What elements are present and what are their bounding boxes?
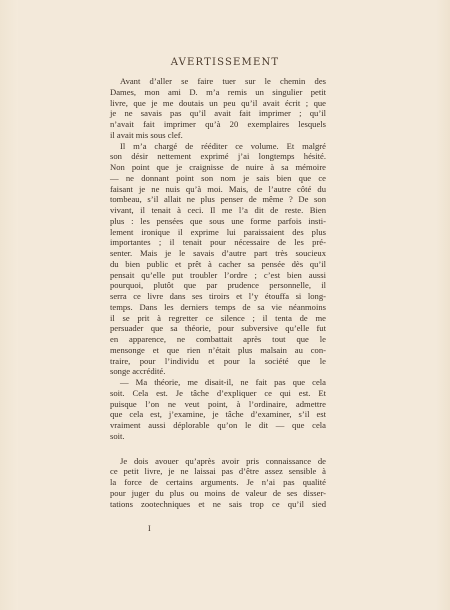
text-line: que cela est, j’examine, je tâche d’examiner, s’il est	[110, 409, 326, 420]
text-line: persuader que sa théorie, pour subversive qu’elle fut	[110, 323, 326, 334]
text-line: importantes ; il tenait pour nécessaire de les pré-	[110, 237, 326, 248]
page-left-edge	[0, 0, 18, 610]
text-line: en apparence, ne combattait après tout que le	[110, 334, 326, 344]
text-line: Il m’a chargé de rééditer ce volume. Et malgré	[120, 140, 326, 151]
body-text	[110, 76, 326, 509]
text-line: soit.	[110, 430, 125, 441]
text-line: il se prit à regretter ce silence ; il tenta de me	[110, 312, 326, 323]
text-line: je ne savais pas qu’il avait fait imprimer ; qu’il	[110, 108, 326, 119]
text-line: Non point que je craignisse de nuire à sa mémoire	[110, 162, 326, 172]
text-line: n’avait fait imprimer qu’à 20 exemplaires lesquels	[110, 119, 326, 129]
text-line: du bien public et prêt à cacher sa pensée dès qu’il	[110, 258, 326, 269]
text-line: la force de certains arguments. Je n’ai pas qualité	[110, 477, 326, 487]
text-line: Avant d’aller se faire tuer sur le chemin des	[120, 76, 326, 86]
text-line: pour juger du plus ou moins de valeur de ses disser-	[110, 487, 326, 498]
text-line: Je dois avouer qu’après avoir pris connaissance de	[120, 455, 326, 466]
text-line: pensait qu’elle put troubler l’ordre ; c’est bien aussi	[110, 269, 326, 280]
text-line: — ne donnant point son nom je sais bien que ce	[110, 172, 326, 183]
text-line: vraiment aussi déplorable qu’on le dit — que cela	[110, 420, 326, 430]
text-line: son désir nettement exprimé j’ai longtemps hésité.	[110, 151, 326, 162]
text-line: Dames, mon ami D. m’a remis un singulier petit	[110, 86, 326, 97]
text-line: puisque l’on ne veut point, à l’ordinaire, admettre	[110, 398, 326, 409]
text-line: traire, pour l’individu et pour la société que le	[110, 355, 326, 366]
text-line: plus : les pensées que sous une forme parfois insti-	[110, 215, 326, 226]
text-line: senter. Mais je le savais d’autre part très soucieux	[110, 248, 326, 258]
text-line: faisant je ne nuis qu’à moi. Mais, de l’autre côté du	[110, 183, 326, 194]
text-line: tombeau, s’il allait ne plus penser de même ? De son	[110, 194, 326, 205]
page-folio: I	[148, 524, 151, 533]
text-line: tations zootechniques et ne sais trop ce qu’il sied	[110, 498, 326, 509]
text-line: vivant, il tenait à ceci. Il me l’a dit de reste. Bien	[110, 205, 326, 215]
text-line: songe accrédité.	[110, 366, 166, 377]
text-line: lement ironique il exprime lui paraissaient des plus	[110, 226, 326, 237]
text-line: soit. Cela est. Je tâche d’expliquer ce qui est. Et	[110, 387, 326, 398]
text-line: serra ce livre dans ses tiroirs et l’y étouffa si long-	[110, 291, 326, 301]
text-line: pourquoi, plutôt que par prudence personnelle, il	[110, 280, 326, 291]
text-line: — Ma théorie, me disait-il, ne fait pas que cela	[120, 377, 326, 387]
text-line: livre, que je me doutais un peu qu’il avait écrit ; que	[110, 97, 326, 108]
text-line: il avait mis sous clef.	[110, 129, 183, 140]
page-title: AVERTISSEMENT	[170, 57, 280, 68]
text-line: temps. Dans les derniers temps de sa vie néanmoins	[110, 301, 326, 312]
page-right-edge	[436, 0, 450, 610]
text-line: ce petit livre, je ne laissai pas d’être assez sensible à	[110, 466, 326, 477]
text-line: mensonge et que rien n’était plus malsain au con-	[110, 344, 326, 355]
